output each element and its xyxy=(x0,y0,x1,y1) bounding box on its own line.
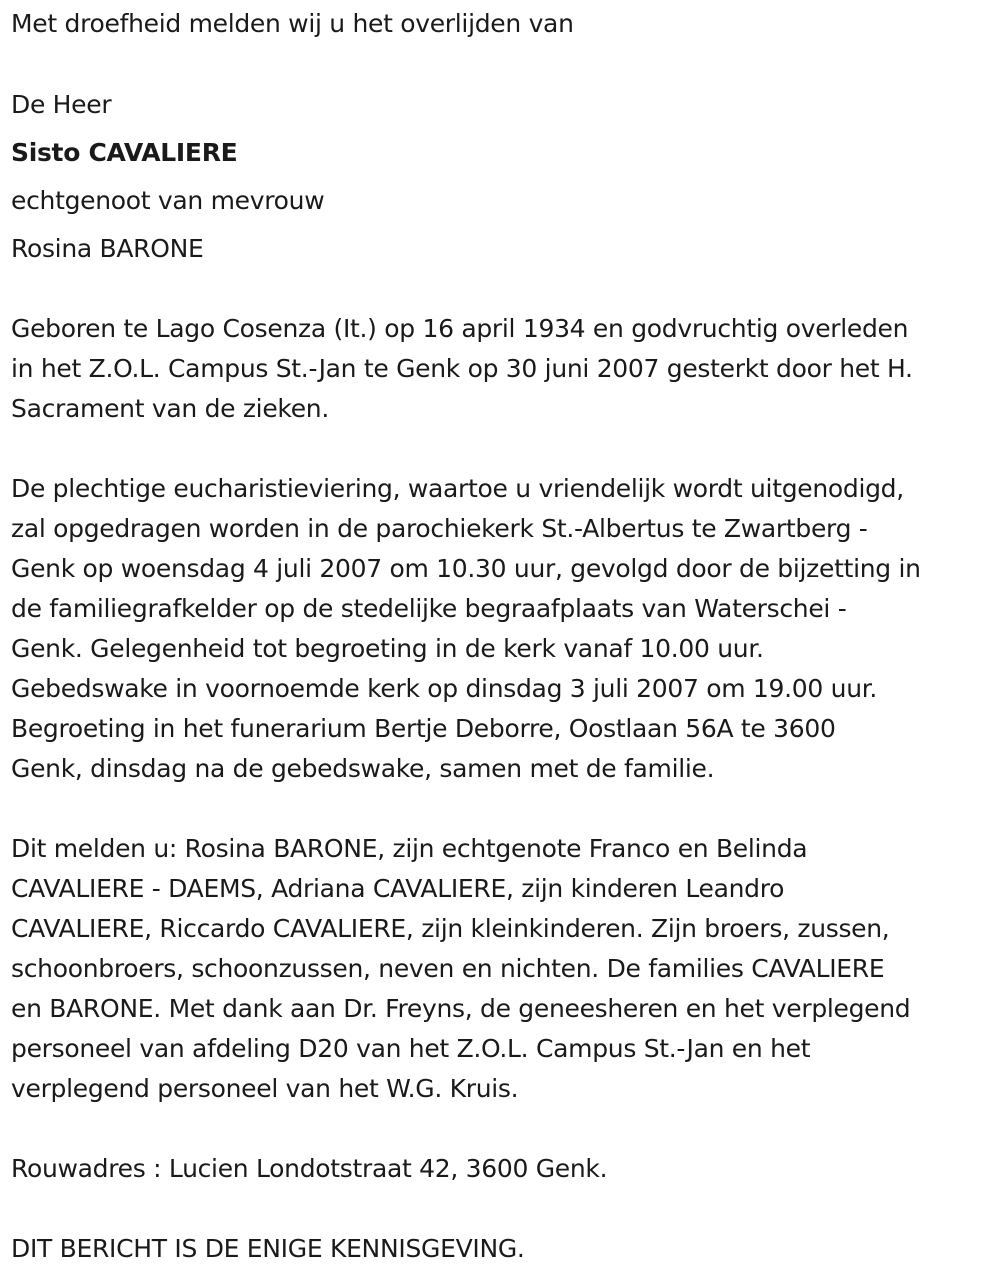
birth-death-line: in het Z.O.L. Campus St.-Jan te Genk op 30 juni 2007 gesterkt door het H. xyxy=(11,354,913,383)
family-line: personeel van afdeling D20 van het Z.O.L. Campus St.-Jan en het xyxy=(11,1034,811,1063)
family-line: schoonbroers, schoonzussen, neven en nichten. De families CAVALIERE xyxy=(11,954,885,983)
closing-statement: DIT BERICHT IS DE ENIGE KENNISGEVING. xyxy=(11,1234,525,1263)
family-line: CAVALIERE - DAEMS, Adriana CAVALIERE, zijn kinderen Leandro xyxy=(11,874,785,903)
ceremony-line: Gebedswake in voornoemde kerk op dinsdag 3 juli 2007 om 19.00 uur. xyxy=(11,674,878,703)
deceased-name: Sisto CAVALIERE xyxy=(11,138,238,167)
spouse-name: Rosina BARONE xyxy=(11,234,204,263)
ceremony-line: Genk, dinsdag na de gebedswake, samen met de familie. xyxy=(11,754,715,783)
birth-death-line: Sacrament van de zieken. xyxy=(11,394,329,423)
ceremony-line: Genk op woensdag 4 juli 2007 om 10.30 uur, gevolgd door de bijzetting in xyxy=(11,554,921,583)
family-line: CAVALIERE, Riccardo CAVALIERE, zijn kleinkinderen. Zijn broers, zussen, xyxy=(11,914,890,943)
ceremony-line: De plechtige eucharistieviering, waartoe u vriendelijk wordt uitgenodigd, xyxy=(11,474,904,503)
mourning-address: Rouwadres : Lucien Londotstraat 42, 3600 Genk. xyxy=(11,1154,608,1183)
ceremony-line: Genk. Gelegenheid tot begroeting in de kerk vanaf 10.00 uur. xyxy=(11,634,764,663)
ceremony-line: zal opgedragen worden in de parochiekerk St.-Albertus te Zwartberg - xyxy=(11,514,868,543)
intro-text: Met droefheid melden wij u het overlijden van xyxy=(11,9,574,38)
ceremony-line: de familiegrafkelder op de stedelijke begraafplaats van Waterschei - xyxy=(11,594,847,623)
ceremony-line: Begroeting in het funerarium Bertje Deborre, Oostlaan 56A te 3600 xyxy=(11,714,836,743)
spouse-relation: echtgenoot van mevrouw xyxy=(11,186,325,215)
birth-death-line: Geboren te Lago Cosenza (It.) op 16 april 1934 en godvruchtig overleden xyxy=(11,314,909,343)
family-line: verplegend personeel van het W.G. Kruis. xyxy=(11,1074,519,1103)
family-line: en BARONE. Met dank aan Dr. Freyns, de geneesheren en het verplegend xyxy=(11,994,911,1023)
honorific: De Heer xyxy=(11,90,112,119)
family-line: Dit melden u: Rosina BARONE, zijn echtgenote Franco en Belinda xyxy=(11,834,808,863)
